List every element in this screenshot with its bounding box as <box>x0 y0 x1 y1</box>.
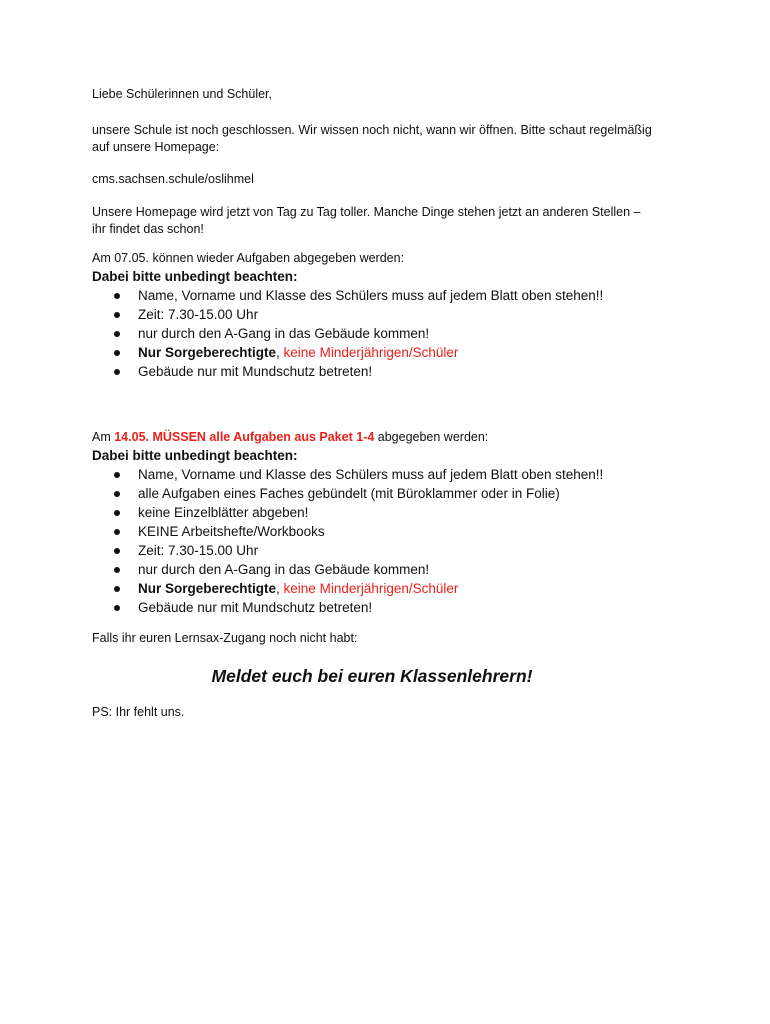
letter-page <box>92 86 682 721</box>
section1-list <box>92 286 682 381</box>
list-item: Zeit: 7.30-15.00 Uhr <box>92 541 682 560</box>
bullet-icon <box>114 312 120 318</box>
bullet-icon <box>114 548 120 554</box>
list-item: KEINE Arbeitshefte/Workbooks <box>92 522 682 541</box>
guardian-red: keine Minderjährigen/Schüler <box>283 581 459 596</box>
bullet-icon <box>114 529 120 535</box>
homepage-note-line-2: ihr findet das schon! <box>92 222 204 236</box>
lernsax-note: Falls ihr euren Lernsax-Zugang noch nicht habt: <box>92 631 358 645</box>
bullet-icon <box>114 293 120 299</box>
list-item: nur durch den A-Gang in das Gebäude kommen! <box>92 324 682 343</box>
section2-heading: Dabei bitte unbedingt beachten: <box>92 448 298 463</box>
bullet-icon <box>114 567 120 573</box>
bullet-icon <box>114 350 120 356</box>
list-item: Nur Sorgeberechtigte, keine Minderjährigen/Schüler <box>92 343 682 362</box>
list-item: Gebäude nur mit Mundschutz betreten! <box>92 362 682 381</box>
guardian-bold: Nur Sorgeberechtigte <box>138 581 277 596</box>
list-item: nur durch den A-Gang in das Gebäude kommen! <box>92 560 682 579</box>
bullet-icon <box>114 491 120 497</box>
intro-line-2: auf unsere Homepage: <box>92 140 220 154</box>
homepage-url: cms.sachsen.schule/oslihmel <box>92 172 254 186</box>
section2-highlight: 14.05. MÜSSEN alle Aufgaben aus Paket 1-4 <box>114 430 375 444</box>
homepage-note-line-1: Unsere Homepage wird jetzt von Tag zu Tag toller. Manche Dinge stehen jetzt an anderen Stellen – <box>92 205 641 219</box>
callout-heading: Meldet euch bei euren Klassenlehrern! <box>211 666 533 686</box>
list-item: Name, Vorname und Klasse des Schülers muss auf jedem Blatt oben stehen!! <box>92 286 682 305</box>
bullet-icon <box>114 605 120 611</box>
bullet-icon <box>114 331 120 337</box>
bullet-icon <box>114 586 120 592</box>
bullet-icon <box>114 369 120 375</box>
postscript: PS: Ihr fehlt uns. <box>92 705 185 719</box>
list-item: Gebäude nur mit Mundschutz betreten! <box>92 598 682 617</box>
bullet-icon <box>114 510 120 516</box>
section2-list <box>92 465 682 617</box>
intro-line-1: unsere Schule ist noch geschlossen. Wir wissen noch nicht, wann wir öffnen. Bitte schaut regelmäßig <box>92 123 652 137</box>
list-item: Zeit: 7.30-15.00 Uhr <box>92 305 682 324</box>
section2-intro: Am 14.05. MÜSSEN alle Aufgaben aus Paket 1-4 abgegeben werden: <box>92 430 489 444</box>
bullet-icon <box>114 472 120 478</box>
guardian-red: keine Minderjährigen/Schüler <box>283 345 459 360</box>
list-item: Nur Sorgeberechtigte, keine Minderjährigen/Schüler <box>92 579 682 598</box>
section1-intro: Am 07.05. können wieder Aufgaben abgegeben werden: <box>92 251 405 265</box>
section1-heading: Dabei bitte unbedingt beachten: <box>92 269 298 284</box>
list-item: alle Aufgaben eines Faches gebündelt (mit Büroklammer oder in Folie) <box>92 484 682 503</box>
list-item: Name, Vorname und Klasse des Schülers muss auf jedem Blatt oben stehen!! <box>92 465 682 484</box>
list-item: keine Einzelblätter abgeben! <box>92 503 682 522</box>
greeting: Liebe Schülerinnen und Schüler, <box>92 87 272 101</box>
guardian-bold: Nur Sorgeberechtigte <box>138 345 277 360</box>
